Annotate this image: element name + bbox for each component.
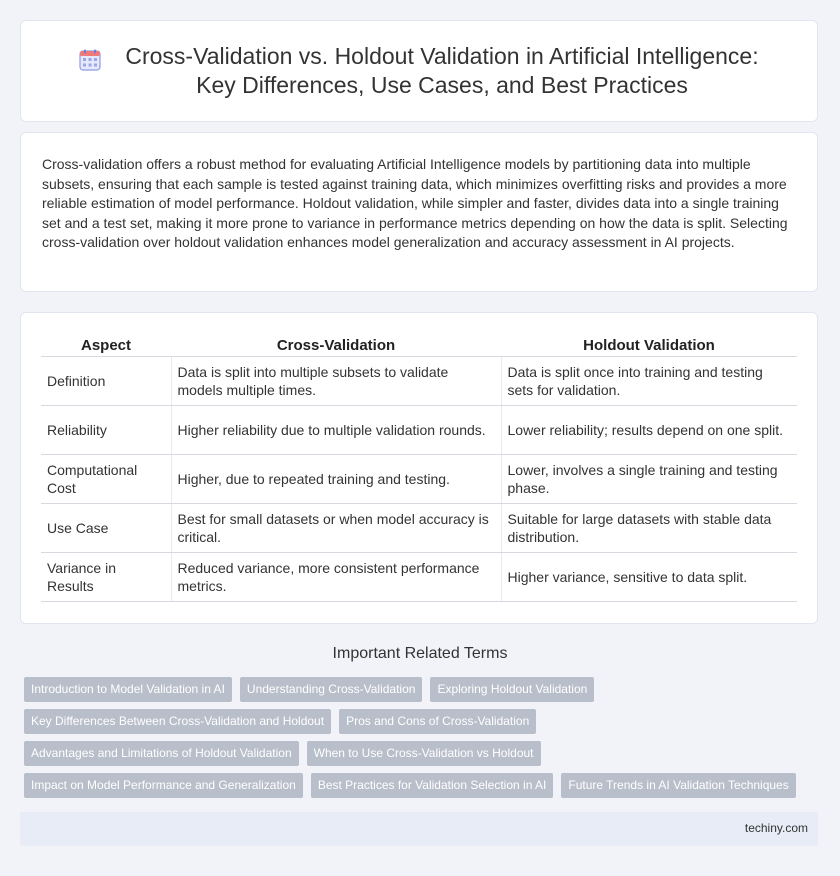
related-term-tag[interactable]: Key Differences Between Cross-Validation and Holdout [24,709,331,734]
related-terms-heading: Important Related Terms [332,645,508,662]
intro-card [20,132,818,292]
aspect-cell: Variance in Results [41,553,171,602]
related-term-tag[interactable]: When to Use Cross-Validation vs Holdout [307,741,541,766]
table-row [41,455,797,504]
table-header-row [41,333,797,357]
tag-row [24,677,824,702]
cross-validation-cell: Reduced variance, more consistent performance metrics. [171,553,501,602]
related-term-tag[interactable]: Understanding Cross-Validation [240,677,423,702]
table-row [41,504,797,553]
table-row [41,357,797,406]
page-title [125,42,758,100]
header-cross-validation: Cross-Validation [171,333,501,357]
tag-row [24,709,824,734]
holdout-cell: Lower reliability; results depend on one split. [501,406,797,455]
comparison-table [41,333,797,602]
related-term-tag[interactable]: Advantages and Limitations of Holdout Validation [24,741,299,766]
cross-validation-cell: Higher, due to repeated training and testing. [171,455,501,504]
footer [20,812,818,846]
related-term-tag[interactable]: Exploring Holdout Validation [430,677,594,702]
cross-validation-cell: Data is split into multiple subsets to validate models multiple times. [171,357,501,406]
holdout-cell: Lower, involves a single training and testing phase. [501,455,797,504]
holdout-cell: Suitable for large datasets with stable data distribution. [501,504,797,553]
aspect-cell: Use Case [41,504,171,553]
tag-row [24,741,824,766]
cross-validation-cell: Higher reliability due to multiple validation rounds. [171,406,501,455]
page-title-line-1: Cross-Validation vs. Holdout Validation in Artificial Intelligence: [125,43,759,69]
aspect-cell: Computational Cost [41,455,171,504]
cross-validation-cell: Best for small datasets or when model accuracy is critical. [171,504,501,553]
header-aspect: Aspect [41,333,171,357]
related-term-tag[interactable]: Future Trends in AI Validation Techniques [561,773,795,798]
holdout-cell: Data is split once into training and testing sets for validation. [501,357,797,406]
intro-paragraph: Cross-validation offers a robust method for evaluating Artificial Intelligence models by partitioning data into multiple subsets, ensuring that each sample is tested against training data, which minimizes overfitting risks and provides a more reliable estimation of model performance. Holdout validation, while simpler and faster, divides data into a single training set and a test set, making it more prone to variance in performance metrics depending on how the data is split. Selecting cross-validation over holdout validation enhances model generalization and accuracy assessment in AI projects. [42,156,788,250]
table-row [41,406,797,455]
related-term-tag[interactable]: Impact on Model Performance and Generalization [24,773,303,798]
calendar-grid-icon [79,49,101,71]
tag-row [24,773,824,798]
footer-brand: techiny.com [744,821,808,835]
aspect-cell: Definition [41,357,171,406]
header-holdout-validation: Holdout Validation [501,333,797,357]
related-term-tag[interactable]: Best Practices for Validation Selection in AI [311,773,554,798]
related-term-tag[interactable]: Introduction to Model Validation in AI [24,677,232,702]
comparison-table-card [20,312,818,624]
related-term-tag[interactable]: Pros and Cons of Cross-Validation [339,709,536,734]
title-card [20,20,818,122]
title-wrap [79,42,758,100]
aspect-cell: Reliability [41,406,171,455]
holdout-cell: Higher variance, sensitive to data split. [501,553,797,602]
related-terms-tags [24,677,824,805]
table-row [41,553,797,602]
page-title-line-2: Key Differences, Use Cases, and Best Practices [196,72,688,98]
